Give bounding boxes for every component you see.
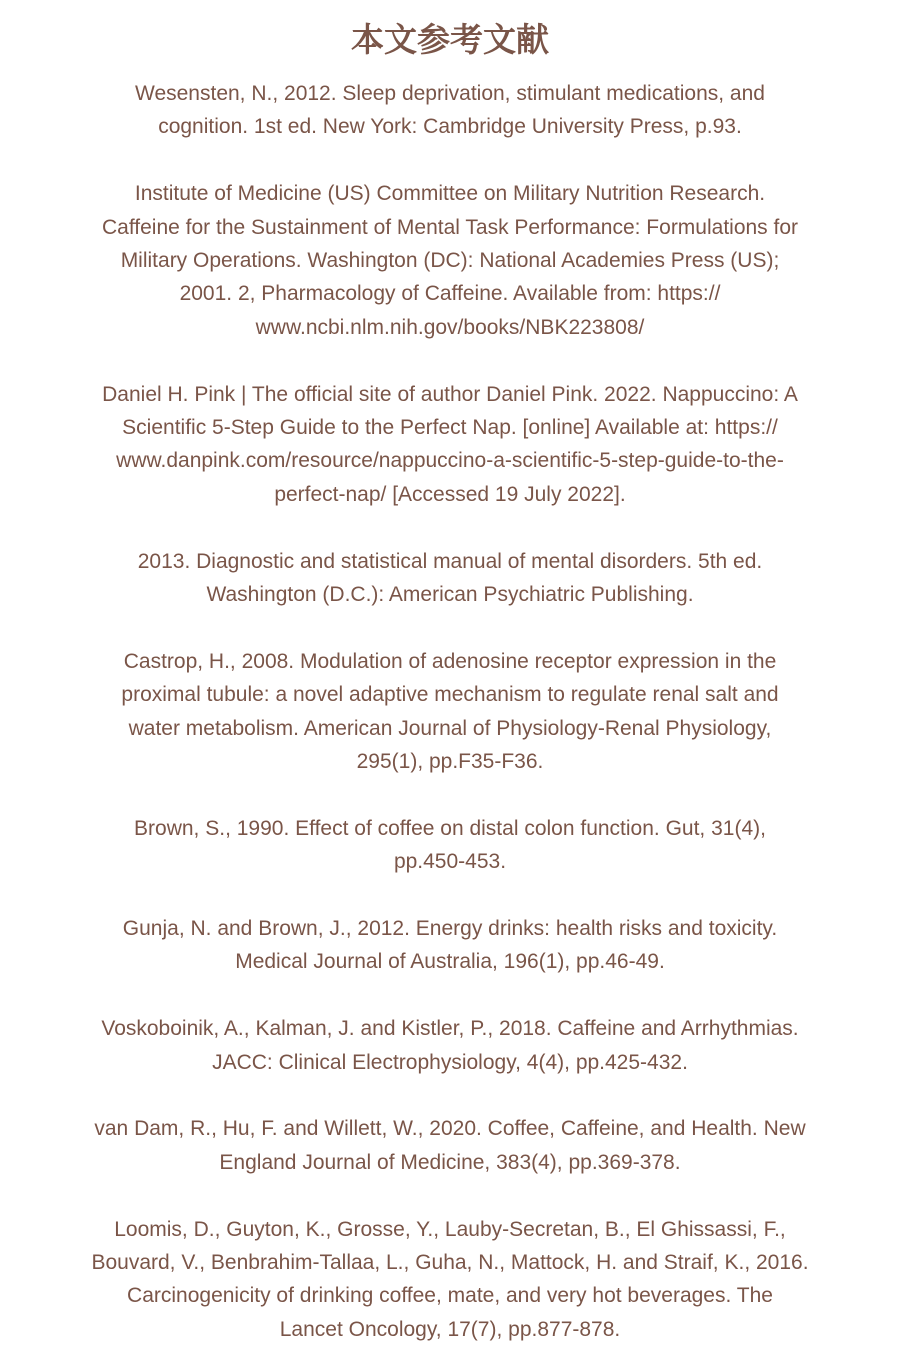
reference-line: Lancet Oncology, 17(7), pp.877-878. (279, 1317, 621, 1341)
reference-line: perfect-nap/ [Accessed 19 July 2022]. (274, 482, 626, 506)
reference-line: Castrop, H., 2008. Modulation of adenosine receptor expression in the (123, 649, 777, 673)
reference-line: Wesensten, N., 2012. Sleep deprivation, stimulant medications, and (135, 82, 765, 105)
reference-line: Bouvard, V., Benbrahim-Tallaa, L., Guha, N., Mattock, H. and Straif, K., 2016. (91, 1251, 809, 1275)
reference-line: England Journal of Medicine, 383(4), pp.369-378. (219, 1150, 681, 1174)
reference-line: pp.450-453. (393, 850, 507, 874)
reference-line: JACC: Clinical Electrophysiology, 4(4), pp.425-432. (212, 1050, 688, 1074)
reference-line: Loomis, D., Guyton, K., Grosse, Y., Lauby-Secretan, B., El Ghissassi, F., (114, 1217, 786, 1241)
reference-line: 2013. Diagnostic and statistical manual of mental disorders. 5th ed. (137, 549, 763, 573)
reference-line: proximal tubule: a novel adaptive mechanism to regulate renal salt and (121, 683, 779, 707)
reference-item (0, 1213, 900, 1347)
reference-line: Institute of Medicine (US) Committee on Military Nutrition Research. (134, 182, 766, 206)
reference-line: Daniel H. Pink | The official site of author Daniel Pink. 2022. Nappuccino: A (102, 382, 798, 406)
reference-item (0, 645, 900, 779)
reference-line: www.ncbi.nlm.nih.gov/books/NBK223808/ (255, 315, 645, 339)
reference-item (0, 912, 900, 979)
reference-line: cognition. 1st ed. New York: Cambridge University Press, p.93. (158, 115, 742, 139)
reference-line: Military Operations. Washington (DC): National Academies Press (US); (120, 249, 780, 273)
reference-item (0, 812, 900, 879)
reference-line: van Dam, R., Hu, F. and Willett, W., 2020. Coffee, Caffeine, and Health. New (94, 1117, 806, 1141)
reference-line: 295(1), pp.F35-F36. (356, 750, 544, 774)
reference-line: Washington (D.C.): American Psychiatric Publishing. (206, 583, 694, 607)
reference-item (0, 1112, 900, 1179)
reference-item (0, 1012, 900, 1079)
reference-line: Gunja, N. and Brown, J., 2012. Energy drinks: health risks and toxicity. (122, 917, 778, 941)
reference-line: Medical Journal of Australia, 196(1), pp.46-49. (235, 950, 665, 974)
reference-line: Brown, S., 1990. Effect of coffee on distal colon function. Gut, 31(4), (134, 816, 766, 840)
reference-item (0, 378, 900, 512)
reference-item (0, 177, 900, 344)
reference-line: water metabolism. American Journal of Physiology-Renal Physiology, (128, 716, 772, 740)
reference-line: Carcinogenicity of drinking coffee, mate, and very hot beverages. The (127, 1284, 773, 1308)
reference-item (0, 545, 900, 612)
reference-line: www.danpink.com/resource/nappuccino-a-scientific-5-step-guide-to-the- (116, 449, 784, 473)
reference-line: Caffeine for the Sustainment of Mental Task Performance: Formulations for (101, 215, 799, 239)
reference-line: Scientific 5-Step Guide to the Perfect Nap. [online] Available at: https:// (122, 416, 778, 440)
reference-line: 2001. 2, Pharmacology of Caffeine. Available from: https:// (179, 282, 721, 306)
page-title: 本文参考文献 (351, 20, 549, 59)
reference-list (0, 77, 900, 1346)
reference-line: Voskoboinik, A., Kalman, J. and Kistler, P., 2018. Caffeine and Arrhythmias. (101, 1017, 799, 1041)
reference-item (0, 77, 900, 144)
